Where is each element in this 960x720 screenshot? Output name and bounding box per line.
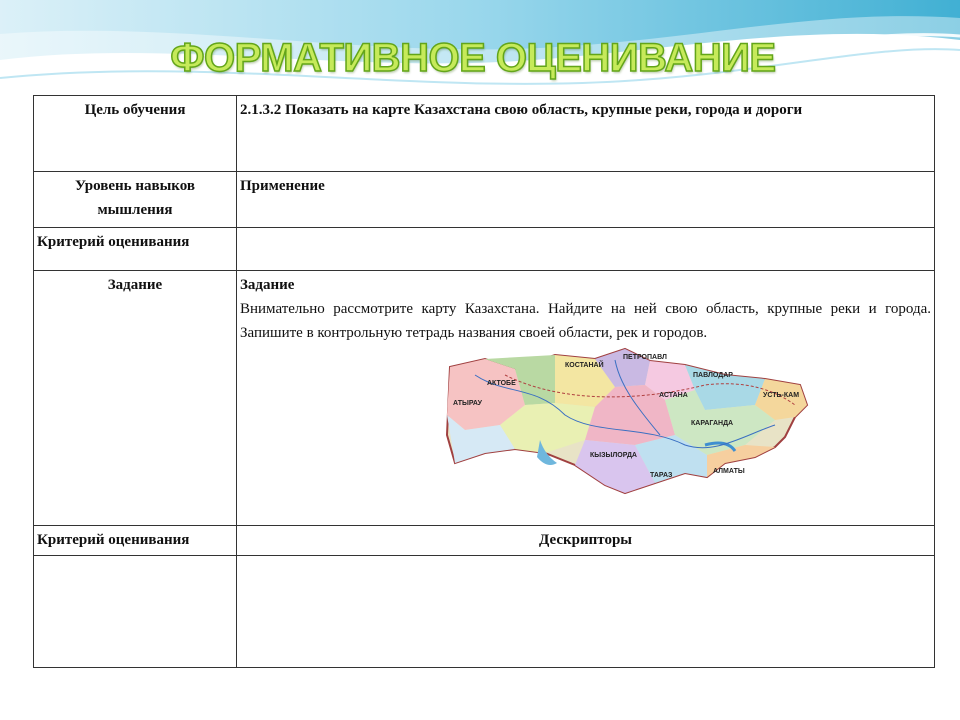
map-label: КАРАГАНДА [691,420,734,427]
map-label: АТЫРАУ [453,400,483,407]
map-label: АСТАНА [659,392,688,399]
thinking-level-value: Применение [237,172,935,228]
page-title: ФОРМАТИВНОЕ ОЦЕНИВАНИЕ [170,36,776,80]
descriptors-empty-cell [237,556,935,668]
map-image [445,345,810,510]
task-label: Задание [34,271,237,526]
map-label: ПЕТРОПАВЛ [623,354,667,361]
criteria-label-2: Критерий оценивания [34,526,237,556]
map-label: КЫЗЫЛОРДА [590,452,637,459]
kazakhstan-map [240,345,931,510]
criteria-label: Критерий оценивания [34,228,237,271]
map-label: АЛМАТЫ [713,468,745,475]
thinking-level-label: Уровень навыков мышления [34,172,237,228]
criteria-value [237,228,935,271]
map-label: ТАРАЗ [650,472,673,479]
goal-label: Цель обучения [34,96,237,172]
map-label: АКТОБЕ [487,380,516,387]
task-cell [237,271,935,526]
map-label: УСТЬ-КАМ [763,392,800,399]
map-label: ПАВЛОДАР [693,372,733,379]
task-text: Внимательно рассмотрите карту Казахстана. Найдите на ней свою область, крупные реки и города. Запишите в контрольную тетрадь названия своей области, рек и городов. [240,301,931,341]
map-label: КОСТАНАЙ [565,362,604,369]
task-heading: Задание [240,277,295,293]
assessment-table [33,95,935,668]
descriptors-header: Дескрипторы [237,526,935,556]
criteria-empty-cell [34,556,237,668]
goal-value: 2.1.3.2 Показать на карте Казахстана свою область, крупные реки, города и дороги [237,96,935,172]
